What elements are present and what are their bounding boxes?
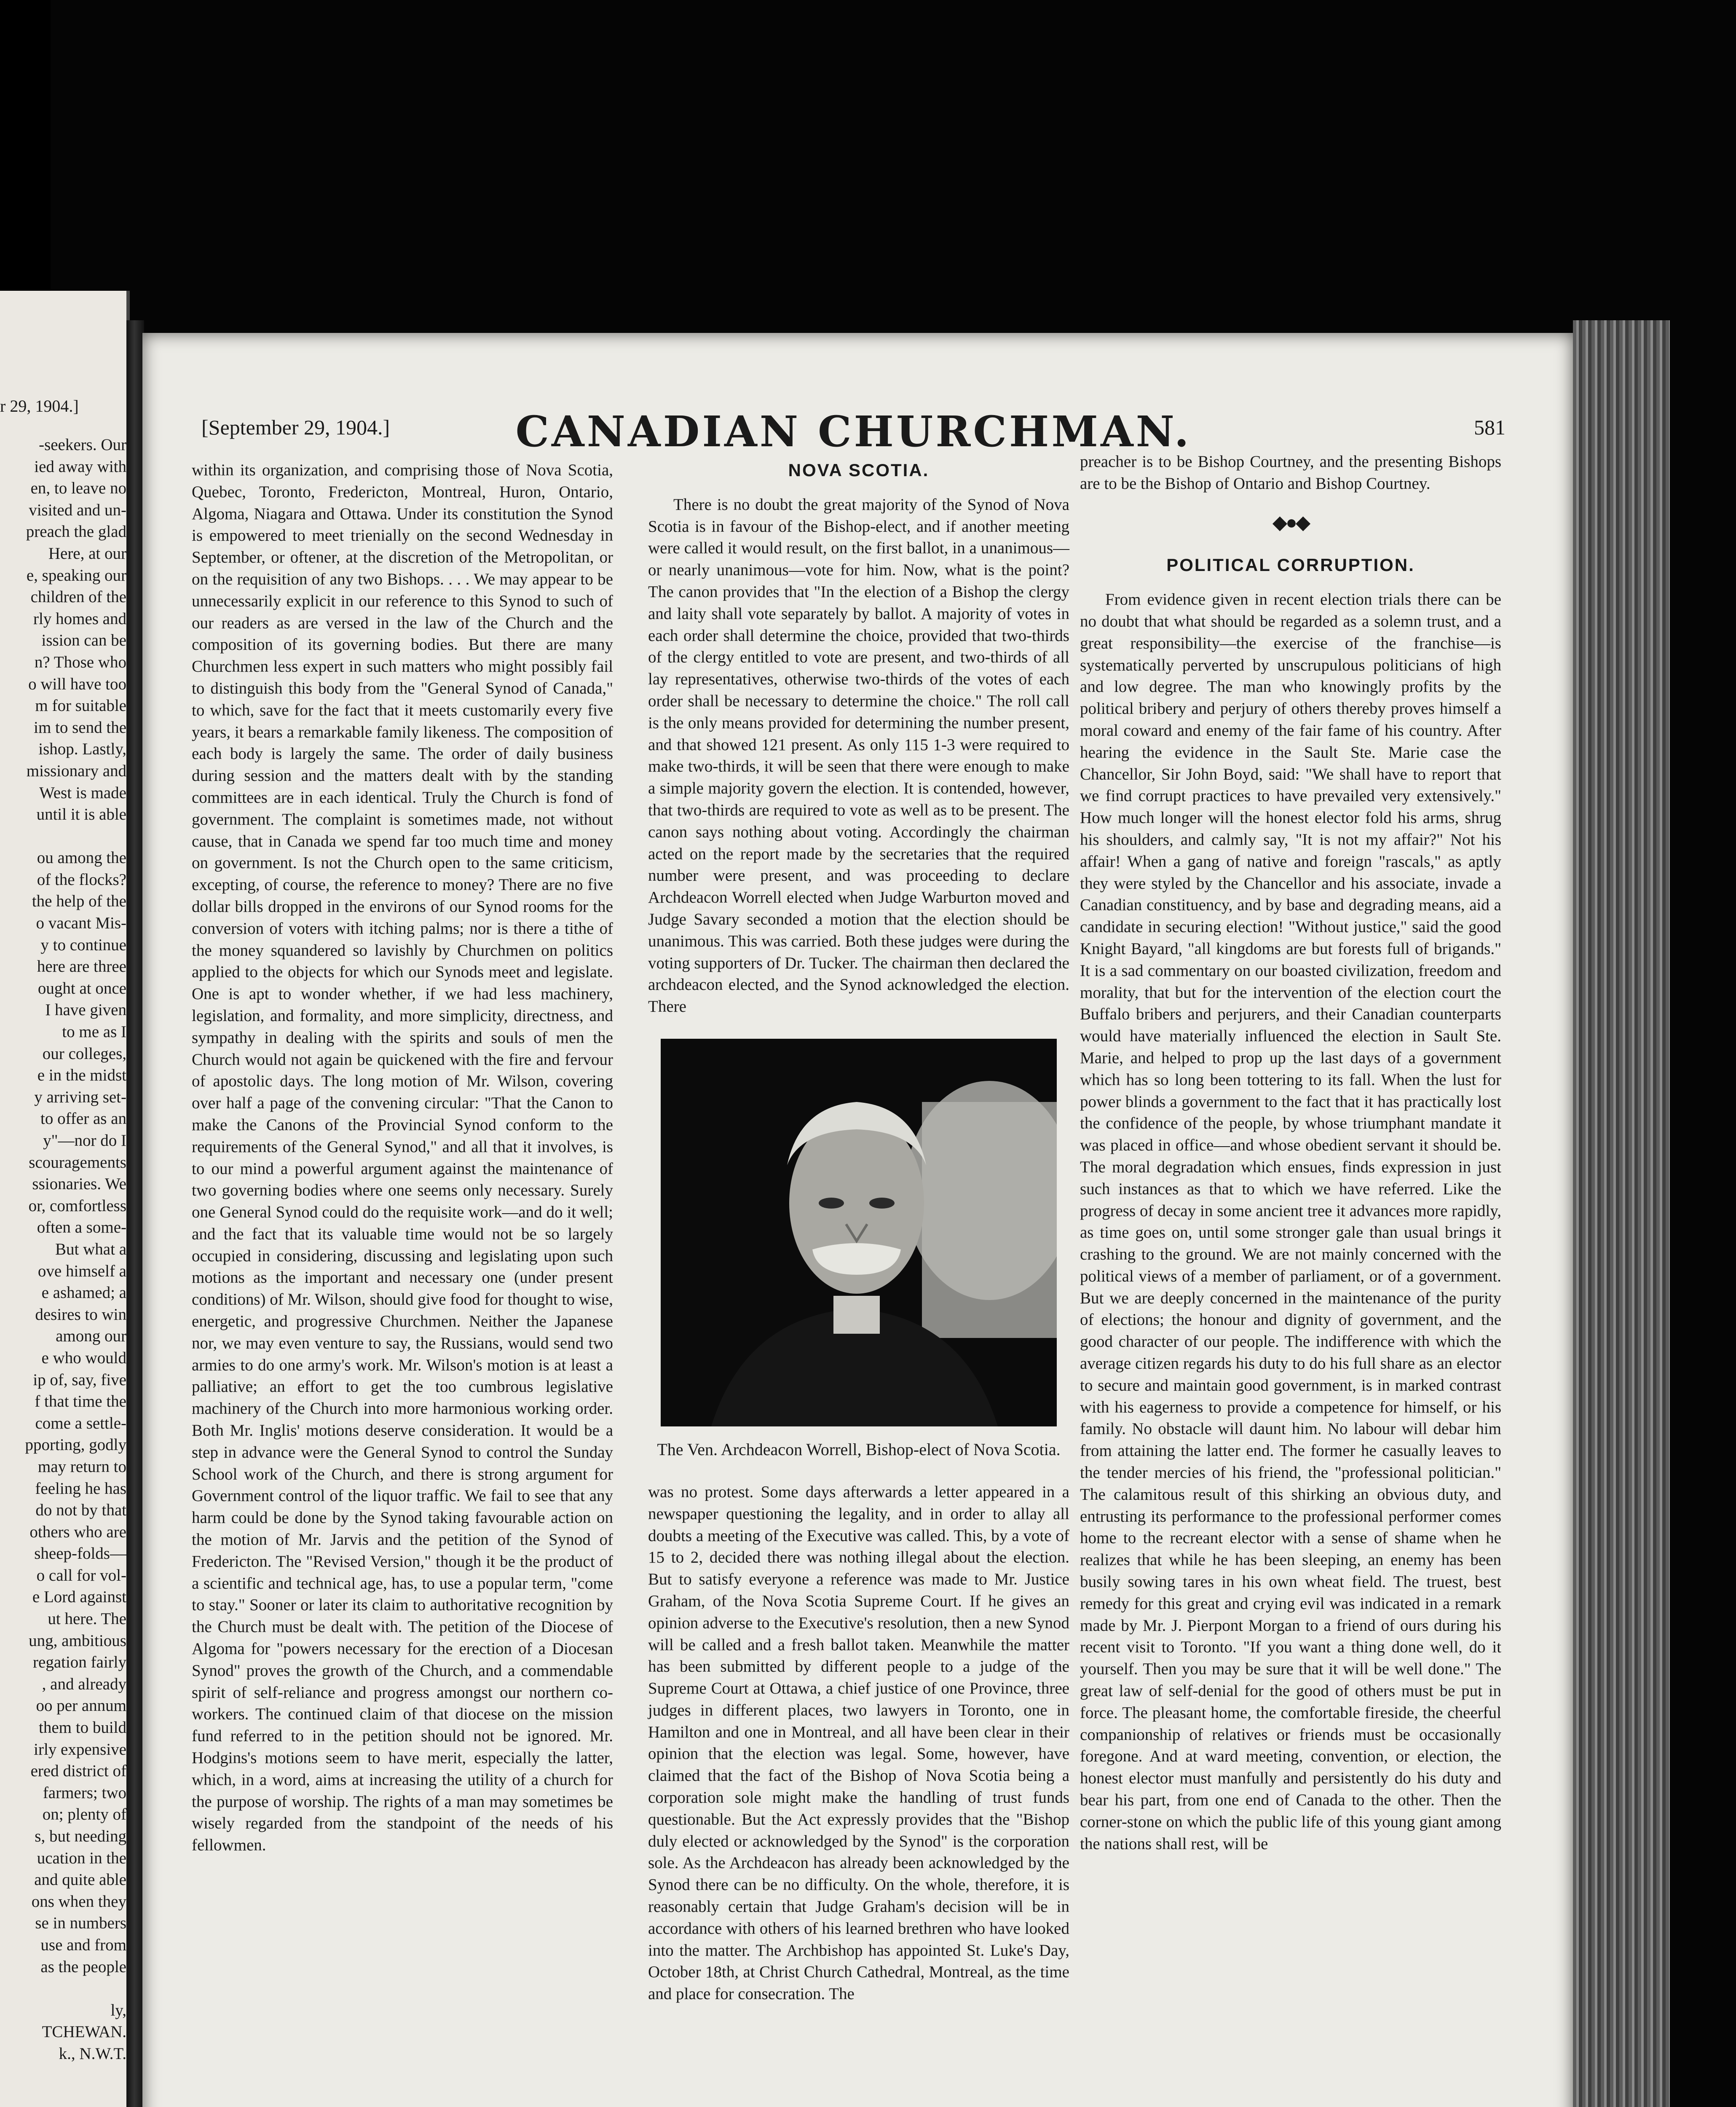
previous-page-line: f that time the — [35, 1392, 126, 1411]
previous-page-line: them to build — [39, 1718, 126, 1737]
column-1 — [192, 459, 613, 1856]
previous-page-line: children of the — [30, 588, 126, 606]
previous-page-line: pporting, godly — [25, 1436, 126, 1454]
previous-page-line: do not by that — [35, 1501, 126, 1520]
page-number: 581 — [1474, 416, 1506, 439]
column-2 — [648, 459, 1069, 2005]
previous-page-line: among our — [56, 1327, 126, 1346]
previous-page-line: regation fairly — [33, 1653, 126, 1672]
previous-page-line: Here, at our — [48, 544, 126, 563]
binding-gutter — [126, 320, 144, 2107]
previous-page-line: ou among the — [37, 849, 126, 867]
previous-page-line: and quite able — [34, 1871, 126, 1889]
previous-page-line: oo per annum — [36, 1697, 126, 1715]
previous-page-line: visited and un- — [29, 501, 126, 519]
previous-page-line: se in numbers — [35, 1914, 126, 1933]
previous-page-line: ut here. The — [48, 1610, 126, 1628]
previous-page-line: ered district of — [30, 1762, 126, 1780]
previous-page-line: others who are — [29, 1523, 126, 1541]
article-title-political-corruption: POLITICAL CORRUPTION. — [1166, 555, 1415, 575]
previous-page-line: desires to win — [35, 1305, 126, 1324]
previous-page-line: to me as I — [62, 1023, 126, 1041]
previous-page-line: ung, ambitious — [29, 1631, 126, 1650]
previous-page-line: use and from — [40, 1935, 126, 1954]
previous-page-line: s, but needing — [35, 1827, 126, 1845]
previous-page-line: here are three — [37, 957, 126, 976]
previous-page-line: I have given — [45, 1001, 126, 1019]
previous-page-line: e in the midst — [37, 1066, 126, 1085]
previous-page-line: the help of the — [32, 892, 126, 911]
previous-page-line: may return to — [38, 1457, 126, 1476]
previous-page-fragment — [0, 291, 130, 2107]
previous-page-line: ishop. Lastly, — [38, 740, 126, 759]
column-3-intro: preacher is to be Bishop Courtney, and the presenting Bishops are to be the Bishop of Ontario and Bishop Courtney. — [1080, 453, 1501, 493]
previous-page-line: en, to leave no — [30, 479, 126, 498]
previous-page-line: n? Those who — [34, 653, 126, 671]
previous-page-line: scouragements — [29, 1153, 126, 1171]
column-3 — [1080, 451, 1501, 1855]
previous-page-line: k., N.W.T. — [59, 2044, 126, 2063]
previous-page-line: ought at once — [38, 979, 126, 997]
previous-page-line: y arriving set- — [34, 1088, 126, 1106]
page-header — [201, 407, 1506, 456]
previous-page-line: preach the glad — [26, 523, 126, 541]
nova-scotia-paragraph-continued: was no protest. Some days afterwards a letter appeared in a newspaper questioning the legality, and in order to allay all doubts a meeting of the Executive was called. This, by a vote of 15 to 2, decided there was nothing illegal about the election. But to satisfy everyone a reference was made to Mr. Justice Graham, of the Nova Scotia Supreme Court. If he gives an opinion adverse to the Executive's resolution, then a new Synod will be called and a fresh ballot taken. Meanwhile the matter has been submitted by different people to a judge of the Supreme Court at Ottawa, a chief justice of one Province, three judges in different places, two lawyers in Toronto, one in Hamilton and one in Montreal, and all have been clear in their opinion that the election was legal. Some, however, have claimed that the fact of the Bishop of Nova Scotia being a corporation sole might make the handling of trust funds questionable. But the Act expressly provides that the "Bishop duly elected or acknowledged by the Synod" is the corporation sole. As the Archdeacon has already been acknowledged by the Synod there can be no difficulty. On the whole, therefore, it is reasonably certain that Judge Graham's decision will be in accordance with others of his learned brethren who have looked into the matter. The Archbishop has appointed St. Luke's Day, October 18th, at Christ Church Cathedral, Montreal, as the time and place for consecration. The — [648, 1482, 1069, 2003]
previous-page-line: o vacant Mis- — [36, 914, 126, 933]
previous-page-line: TCHEWAN. — [42, 2023, 126, 2041]
previous-page-header: r 29, 1904.] — [0, 397, 79, 416]
previous-page-line: come a settle- — [35, 1414, 126, 1432]
previous-page-line — [0, 2086, 126, 2107]
previous-page-line: feeling he has — [35, 1479, 126, 1498]
previous-page-line — [0, 1978, 126, 2000]
nova-scotia-paragraph: There is no doubt the great majority of the Synod of Nova Scotia is in favour of the Bishop-elect, and if another meeting were called it would result, on the first ballot, in a unanimous—or nearly unanimous—vote for him. Now, what is the point? The canon provides that "In the election of a Bishop the clergy and laity shall vote separately by ballot. A majority of votes in each order shall determine the choice, provided that two-thirds of the clergy entitled to vote are present, and two-thirds of all lay representatives, otherwise two-thirds of the votes of each order shall be necessary to determine the choice." The roll call is the only means provided for determining the number present, and that showed 121 present. As only 115 1-3 were required to make two-thirds, it will be seen that there were enough to make a simple majority govern the election. It is contended, however, that two-thirds are required to vote as well as to be present. The canon says nothing about voting. Accordingly the chairman acted on the report made by the secretaries that the required number were present, and was proceeding to declare Archdeacon Worrell elected when Judge Warburton moved and Judge Savary seconded a motion that the election should be unanimous. This was carried. Both these judges were during the voting supporters of Dr. Tucker. The chairman then declared the archdeacon elected, and the Synod acknowledged the election. There — [648, 495, 1069, 1016]
political-corruption-paragraph: From evidence given in recent election trials there can be no doubt that what should be regarded as a solemn trust, and a great responsibility—the exercise of the franchise—is systematically perverted by unscrupulous politicians of high and low degree. The man who knowingly profits by the political bribery and perjury of others thereby proves himself a moral coward and enemy of the fair fame of his country. After hearing the evidence in the Sault Ste. Marie case the Chancellor, Sir John Boyd, said: "We shall have to report that we find corrupt practices to have prevailed very extensively." How much longer will the honest elector fold his arms, shrug his shoulders, and calmly say, "It is not my affair?" Not his affair! When a gang of native and foreign "rascals," as aptly they were styled by the Chancellor and his associate, invade a Canadian constituency, and by base and degrading means, aid a candidate in securing election! "Without justice," said the good Knight Bayard, "all kingdoms are but forests full of brigands." It is a sad commentary on our boasted civilization, freedom and morality, that but for the intervention of the election court the Buffalo bribers and perjurers, and their Canadian counterparts would have materially influenced the election in Sault Ste. Marie, and helped to prop up the last days of a government which has so long been tottering to its fall. When the lust for power blinds a government to the fact that it has practically lost the confidence of the people, by whose triumphant mandate it was placed in office—and whose obedient servant it should be. The moral degradation which ensues, finds expression in just such instances as that to which we have referred. Like the progress of decay in some ancient tree it advances more rapidly, as time goes on, until some stronger gale than usual brings it crashing to the ground. We are not mainly concerned with the political views of a member of parliament, or of a government. But we are deeply concerned in the maintenance of the purity of elections; the honour and dignity of government, and the good character of our people. The indifference with which the average citizen regards his duty to do his full share as an elector to secure and maintain good government, is in marked contrast with his eagerness to provide a competence for himself, or his family. No obstacle will daunt him. No labour will debar him from attaining the latter end. The former he casually leaves to the tender mercies of his friend, the "professional politician." The calamitous result of this shirking an obvious duty, and entrusting its performance to the professional performer comes home to the recreant elector with a sense of shame when he realizes that while he has been sleeping, an enemy has been busily sowing tares in his own wheat field. The truest, best remedy for this great and crying evil was indicated in a remark made by Mr. J. Pierpont Morgan to a friend of ours during his recent visit to Toronto. "If you want a thing done well, do it yourself. Then you may be sure that it will be well done." The great law of self-denial for the good of others must be put in force. The pleasant home, the comfortable fireside, the cheerful companionship of relatives or friends must be occasionally foregone. And at ward meeting, convention, or election, the honest elector must manfully and persistently do his duty and bear his part, from one end of Canada to the other. Then the corner-stone on which the public life of this young giant among the nations shall rest, will be — [1080, 590, 1501, 1853]
previous-page-line: sheep-folds— — [34, 1544, 126, 1563]
previous-page-line: m for suitable — [35, 697, 126, 715]
previous-page-line: ons when they — [31, 1892, 126, 1911]
previous-page-line: on; plenty of — [42, 1805, 126, 1824]
previous-page-line: ip of, say, five — [33, 1370, 126, 1389]
previous-page-line: of the flocks? — [37, 870, 126, 889]
page-edges-right — [1573, 320, 1670, 2107]
previous-page-line: ly, — [110, 2001, 126, 2019]
previous-page-line — [0, 2065, 126, 2087]
previous-page-line: y to continue — [40, 936, 126, 954]
previous-page-text — [0, 434, 126, 2107]
previous-page-line: ssionaries. We — [32, 1175, 126, 1193]
previous-page-line: y"—nor do I — [43, 1131, 126, 1150]
previous-page-line: e, speaking our — [26, 566, 126, 584]
previous-page-line: ucation in the — [37, 1849, 126, 1867]
column-1-paragraph: within its organization, and comprising those of Nova Scotia, Quebec, Toronto, Fredericton, Montreal, Huron, Ontario, Algoma, Niagara and Ottawa. Under its constitution the Synod is empowered to meet trienially on the second Wednesday in September, or oftener, at the discretion of the Metropolitan, or on the requisition of any two Bishops. . . . We may appear to be unnecessarily explicit in our reference to this Synod to such of our readers as are versed in the law of the Church and the composition of its governing bodies. But there are many Churchmen less expert in such matters who might possibly fail to distinguish this body from the "General Synod of Canada," to which, save for the fact that it meets customarily every five years, it bears a remarkable family likeness. The composition of each body is largely the same. The order of daily business during session and the matters dealt with by the standing committees are in each identical. Truly the Church is fond of government. The complaint is sometimes made, not without cause, that in Canada we spend far too much time and money on government. Is not the Church open to the same criticism, excepting, of course, the reference to money? There are no five dollar bills dropped in the environs of our Synod rooms for the conversion of voters with itching palms; nor is there a tithe of the money squandered so lavishly by Churchmen on politics applied to the objects for which our Synods meet and legislate. One is apt to wonder whether, if we had less machinery, legislation, and formality, and more simplicity, directness, and sympathy in dealing with the spirits and souls of men the Church would not again be quickened with the fire and fervour of apostolic days. The long motion of Mr. Wilson, covering over half a page of the convening circular: "That the Canon to make the Canons of the Provincial Synod conform to the requirements of the General Synod," and all that it involves, is to our mind a powerful argument against the maintenance of two governing bodies where one seems only necessary. Surely one General Synod could do the requisite work—and do it well; and the fact that its valuable time would not be so largely occupied in considering, discussing and legislating upon such motions as the important and necessary one (under present conditions) of Mr. Wilson, should give food for thought to wise, energetic, and progressive Churchmen. Neither the Japanese nor, we may even venture to say, the Russians, would send two armies to do one army's work. Mr. Wilson's motion is at least a palliative; an effort to get the too cumbrous legislative machinery of the Church into more harmonious working order. Both Mr. Inglis' motions deserve consideration. It would be a step in advance were the General Synod to control the Sunday School work of the Church, and there is strong argument for Government control of the liquor traffic. We fail to see that any harm could be done by the Synod taking favourable action on the motion of Mr. Jarvis and the petition of the Synod of Fredericton. The "Revised Version," though it be the product of a scientific and technical age, has, to use a popular term, "come to stay." Sooner or later its claim to authoritative recognition by the Church must be dealt with. The petition of the Diocese of Algoma for "powers necessary for the erection of a Diocesan Synod" proves the growth of the Church, and a commendable spirit of self-reliance and progress amongst our northern co-workers. The continued claim of that diocese on the mission fund referred to in the petition should not be ignored. Mr. Hodgins's motions seem to have merit, especially the latter, which, in a word, aims at increasing the utility of a church for the purpose of worship. The rights of a man may sometimes be wisely regarded from the standpoint of the needs of his fellowmen. — [192, 461, 613, 1855]
previous-page-line: West is made — [39, 783, 126, 802]
previous-page-line: im to send the — [34, 718, 126, 737]
previous-page-line: ove himself a — [38, 1262, 126, 1280]
portrait-illustration — [661, 1039, 1057, 1426]
previous-page-line: e Lord against — [32, 1588, 126, 1606]
article-title-nova-scotia: NOVA SCOTIA. — [788, 460, 930, 480]
portrait-figure — [648, 1039, 1069, 1460]
previous-page-line — [0, 826, 126, 847]
issue-date: [September 29, 1904.] — [201, 416, 390, 439]
previous-page-line: But what a — [55, 1240, 126, 1258]
previous-page-line: ied away with — [34, 457, 126, 476]
previous-page-line: as the people — [40, 1957, 126, 1976]
previous-page-line: e who would — [41, 1348, 126, 1367]
previous-page-line: our colleges, — [42, 1044, 126, 1063]
previous-page-line: often a some- — [37, 1218, 126, 1237]
previous-page-line: ission can be — [41, 631, 126, 650]
portrait-caption: The Ven. Archdeacon Worrell, Bishop-elect of Nova Scotia. — [657, 1440, 1061, 1459]
section-divider-ornament: ◆●◆ — [1272, 511, 1309, 533]
previous-page-line: , and already — [42, 1675, 126, 1693]
previous-page-line: irly expensive — [34, 1740, 126, 1759]
previous-page-line: or, comfortless — [28, 1196, 126, 1215]
previous-page-line: o call for vol- — [36, 1566, 126, 1584]
masthead-title: CANADIAN CHURCHMAN. — [515, 407, 1192, 456]
previous-page-line: missionary and — [26, 761, 126, 780]
previous-page-line: rly homes and — [33, 609, 126, 628]
previous-page-line: o will have too — [28, 675, 126, 693]
newspaper-page — [142, 333, 1573, 2107]
previous-page-line: e ashamed; a — [41, 1284, 126, 1302]
portrait-photo — [661, 1039, 1057, 1426]
previous-page-line: farmers; two — [43, 1783, 126, 1802]
previous-page-line: -seekers. Our — [39, 436, 126, 454]
previous-page-line: until it is able — [36, 805, 126, 824]
previous-page-line: to offer as an — [40, 1110, 126, 1128]
